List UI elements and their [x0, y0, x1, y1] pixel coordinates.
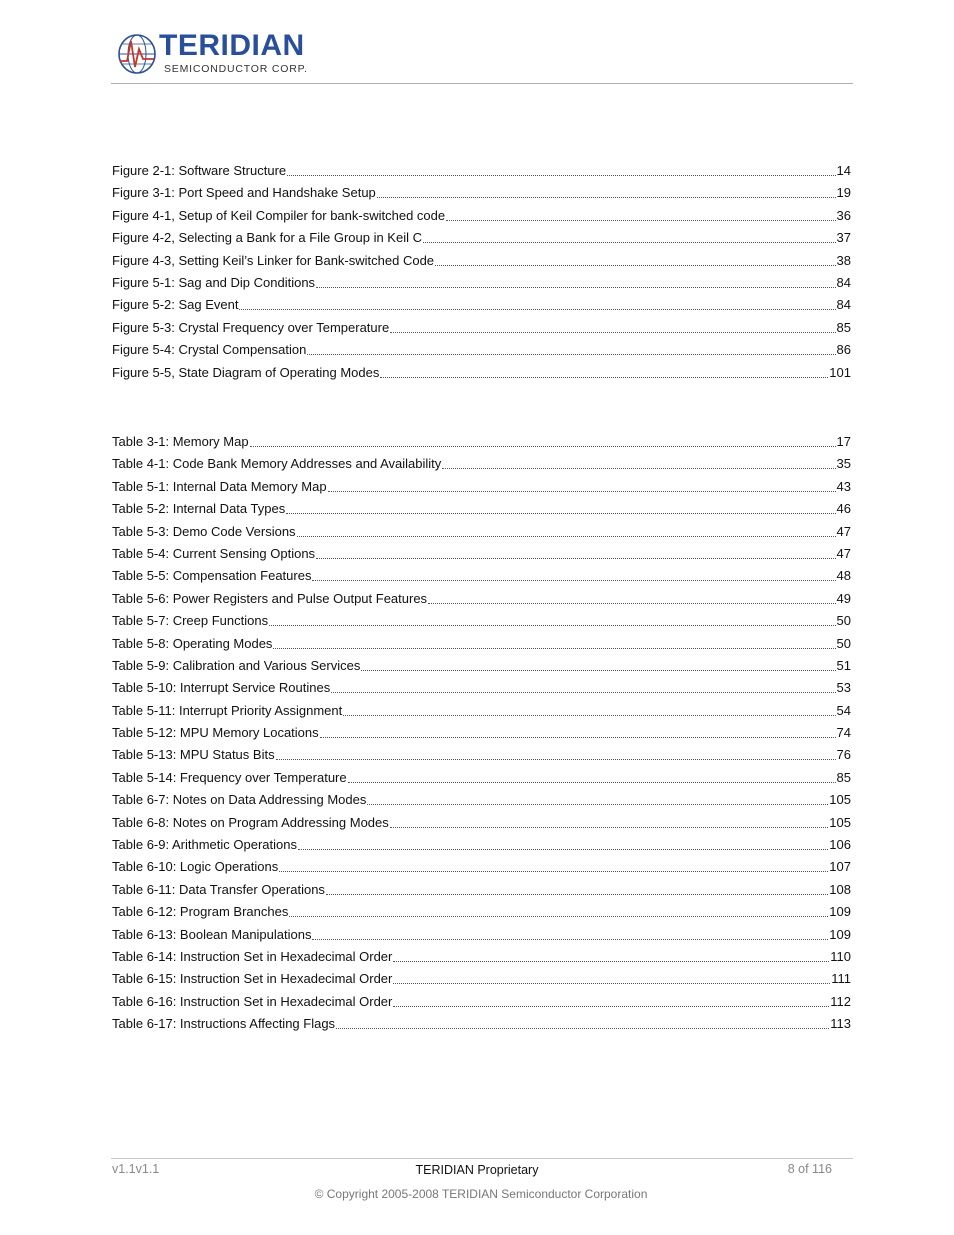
figure-entry[interactable] [112, 250, 851, 272]
dot-leader [428, 592, 835, 604]
table-entry[interactable] [112, 879, 851, 901]
teridian-logo [117, 31, 322, 81]
dot-leader [239, 298, 835, 310]
table-entry-label: Table 5-14: Frequency over Temperature [112, 769, 347, 785]
footer-version: v1.1v1.1 [112, 1162, 160, 1176]
dot-leader [289, 905, 828, 917]
dot-leader [320, 726, 836, 738]
table-entry-label: Table 4-1: Code Bank Memory Addresses and Availability [112, 456, 442, 472]
table-entry-label: Table 6-8: Notes on Program Addressing Modes [112, 814, 389, 830]
table-entry-page: 113 [830, 1016, 851, 1032]
table-entry-label: Table 5-2: Internal Data Types [112, 501, 286, 517]
table-entry-label: Table 6-16: Instruction Set in Hexadecimal Order [112, 993, 393, 1009]
dot-leader [326, 883, 828, 895]
table-entry[interactable] [112, 453, 851, 475]
table-entry-page: 48 [836, 568, 851, 584]
list-of-tables [112, 431, 851, 1036]
table-entry-page: 53 [836, 680, 851, 696]
table-entry[interactable] [112, 1013, 851, 1035]
footer-proprietary: TERIDIAN Proprietary [415, 1163, 539, 1177]
table-entry[interactable] [112, 834, 851, 856]
dot-leader [390, 816, 829, 828]
table-entry[interactable] [112, 991, 851, 1013]
table-entry[interactable] [112, 521, 851, 543]
table-entry-page: 112 [830, 993, 851, 1009]
table-entry-page: 49 [836, 590, 851, 606]
figure-entry[interactable] [112, 339, 851, 361]
dot-leader [297, 525, 836, 537]
table-entry[interactable] [112, 812, 851, 834]
dot-leader [279, 860, 828, 872]
figure-entry[interactable] [112, 294, 851, 316]
dot-leader [393, 950, 829, 962]
figure-entry-label: Figure 5-4: Crystal Compensation [112, 342, 307, 358]
table-entry-label: Table 6-10: Logic Operations [112, 859, 279, 875]
table-entry-page: 108 [829, 881, 851, 897]
table-entry[interactable] [112, 498, 851, 520]
table-entry-label: Table 5-12: MPU Memory Locations [112, 725, 319, 741]
figure-entry-page: 84 [836, 274, 851, 290]
table-entry-label: Table 5-10: Interrupt Service Routines [112, 680, 331, 696]
dot-leader [393, 995, 829, 1007]
figure-entry[interactable] [112, 272, 851, 294]
table-entry-label: Table 5-11: Interrupt Priority Assignment [112, 702, 343, 718]
table-entry[interactable] [112, 767, 851, 789]
table-entry-page: 109 [829, 926, 851, 942]
figure-entry-label: Figure 5-3: Crystal Frequency over Temperature [112, 319, 390, 335]
dot-leader [348, 771, 836, 783]
table-entry[interactable] [112, 924, 851, 946]
table-entry-page: 50 [836, 613, 851, 629]
dot-leader [287, 164, 835, 176]
table-entry[interactable] [112, 968, 851, 990]
dot-leader [380, 366, 828, 378]
table-entry-label: Table 6-17: Instructions Affecting Flags [112, 1016, 336, 1032]
table-entry-page: 51 [836, 657, 851, 673]
table-entry-page: 46 [836, 501, 851, 517]
table-entry[interactable] [112, 610, 851, 632]
table-entry[interactable] [112, 789, 851, 811]
figure-entry-page: 84 [836, 297, 851, 313]
table-entry[interactable] [112, 588, 851, 610]
table-entry[interactable] [112, 856, 851, 878]
header-rule [111, 83, 853, 84]
dot-leader [250, 435, 836, 447]
table-entry-page: 35 [836, 456, 851, 472]
footer-copyright: © Copyright 2005-2008 TERIDIAN Semiconductor Corporation [314, 1187, 648, 1201]
table-entry-page: 17 [836, 434, 851, 449]
table-entry-label: Table 6-14: Instruction Set in Hexadecimal Order [112, 948, 393, 964]
dot-leader [343, 704, 835, 716]
table-entry-page: 111 [831, 971, 851, 987]
figure-entry-label: Figure 5-2: Sag Event [112, 297, 239, 313]
dot-leader [316, 547, 835, 559]
dot-leader [423, 231, 836, 243]
table-entry[interactable] [112, 946, 851, 968]
figure-entry[interactable] [112, 362, 851, 384]
table-entry[interactable] [112, 722, 851, 744]
table-entry[interactable] [112, 677, 851, 699]
table-entry-page: 74 [836, 725, 851, 741]
figure-entry-label: Figure 4-3, Setting Keil’s Linker for Bank-switched Code [112, 252, 435, 268]
table-entry[interactable] [112, 565, 851, 587]
figure-entry[interactable] [112, 227, 851, 249]
figure-entry[interactable] [112, 182, 851, 204]
table-entry[interactable] [112, 744, 851, 766]
figure-entry-page: 86 [836, 342, 851, 358]
figure-entry-label: Figure 5-1: Sag and Dip Conditions [112, 274, 316, 290]
table-entry-label: Table 6-12: Program Branches [112, 904, 289, 920]
table-entry-label: Table 6-13: Boolean Manipulations [112, 926, 312, 942]
table-entry-label: Table 5-4: Current Sensing Options [112, 545, 316, 561]
figure-entry-page: 38 [836, 252, 851, 268]
dot-leader [286, 502, 835, 514]
table-entry-page: 76 [836, 747, 851, 763]
table-entry-page: 54 [836, 702, 851, 718]
table-entry-page: 105 [829, 792, 851, 808]
table-entry[interactable] [112, 901, 851, 923]
table-entry[interactable] [112, 633, 851, 655]
dot-leader [361, 659, 835, 671]
figure-entry-label: Figure 5-5, State Diagram of Operating Modes [112, 364, 380, 380]
table-entry-page: 109 [829, 904, 851, 920]
table-entry-page: 105 [829, 814, 851, 830]
figure-entry-label: Figure 4-1, Setup of Keil Compiler for bank-switched code [112, 207, 446, 223]
table-entry-page: 47 [836, 523, 851, 539]
table-entry-label: Table 6-11: Data Transfer Operations [112, 881, 325, 897]
dot-leader [312, 928, 828, 940]
table-entry-label: Table 3-1: Memory Map [112, 434, 249, 449]
dot-leader [328, 480, 836, 492]
list-of-figures [112, 160, 851, 384]
table-entry-label: Table 6-15: Instruction Set in Hexadecimal Order [112, 971, 393, 987]
table-entry-label: Table 5-6: Power Registers and Pulse Output Features [112, 590, 428, 606]
logo-wordmark: TERIDIAN [159, 29, 305, 62]
table-entry-page: 43 [836, 478, 851, 494]
dot-leader [269, 614, 835, 626]
table-entry[interactable] [112, 700, 851, 722]
dot-leader [312, 569, 835, 581]
figure-entry-page: 14 [836, 163, 851, 178]
table-entry-label: Table 5-8: Operating Modes [112, 635, 273, 651]
figure-entry-label: Figure 4-2, Selecting a Bank for a File Group in Keil C [112, 230, 422, 246]
table-entry-page: 47 [836, 545, 851, 561]
dot-leader [367, 793, 828, 805]
table-entry-label: Table 5-9: Calibration and Various Services [112, 657, 361, 673]
logo-globe-icon [117, 31, 157, 77]
table-entry-label: Table 6-9: Arithmetic Operations [112, 837, 297, 853]
dot-leader [331, 681, 835, 693]
dot-leader [390, 321, 835, 333]
table-entry-label: Table 5-13: MPU Status Bits [112, 747, 275, 763]
table-entry-page: 85 [836, 769, 851, 785]
dot-leader [442, 457, 835, 469]
figure-entry-label: Figure 3-1: Port Speed and Handshake Setup [112, 185, 376, 201]
logo-subtitle: SEMICONDUCTOR CORP. [164, 63, 308, 75]
figure-entry[interactable] [112, 160, 851, 182]
dot-leader [393, 972, 830, 984]
table-entry[interactable] [112, 431, 851, 453]
table-entry-page: 110 [830, 948, 851, 964]
dot-leader [276, 748, 836, 760]
dot-leader [273, 637, 835, 649]
table-entry-label: Table 6-7: Notes on Data Addressing Modes [112, 792, 367, 808]
table-entry-page: 50 [836, 635, 851, 651]
dot-leader [377, 186, 836, 198]
table-entry-page: 107 [829, 859, 851, 875]
figure-entry[interactable] [112, 205, 851, 227]
dot-leader [336, 1017, 829, 1029]
table-entry-label: Table 5-7: Creep Functions [112, 613, 269, 629]
table-entry[interactable] [112, 543, 851, 565]
table-entry[interactable] [112, 655, 851, 677]
table-entry[interactable] [112, 476, 851, 498]
footer-rule [111, 1158, 853, 1159]
figure-entry-page: 19 [836, 185, 851, 201]
table-entry-label: Table 5-5: Compensation Features [112, 568, 312, 584]
dot-leader [316, 276, 835, 288]
figure-entry-page: 36 [836, 207, 851, 223]
dot-leader [435, 254, 836, 266]
table-entry-label: Table 5-1: Internal Data Memory Map [112, 478, 327, 494]
dot-leader [298, 838, 828, 850]
figure-entry-page: 85 [836, 319, 851, 335]
figure-entry[interactable] [112, 317, 851, 339]
footer-page-indicator: 8 of 116 [787, 1162, 832, 1176]
table-entry-label: Table 5-3: Demo Code Versions [112, 523, 296, 539]
table-entry-page: 106 [829, 837, 851, 853]
dot-leader [307, 343, 835, 355]
figure-entry-page: 37 [836, 230, 851, 246]
figure-entry-label: Figure 2-1: Software Structure [112, 163, 287, 178]
dot-leader [446, 209, 835, 221]
figure-entry-page: 101 [829, 364, 851, 380]
